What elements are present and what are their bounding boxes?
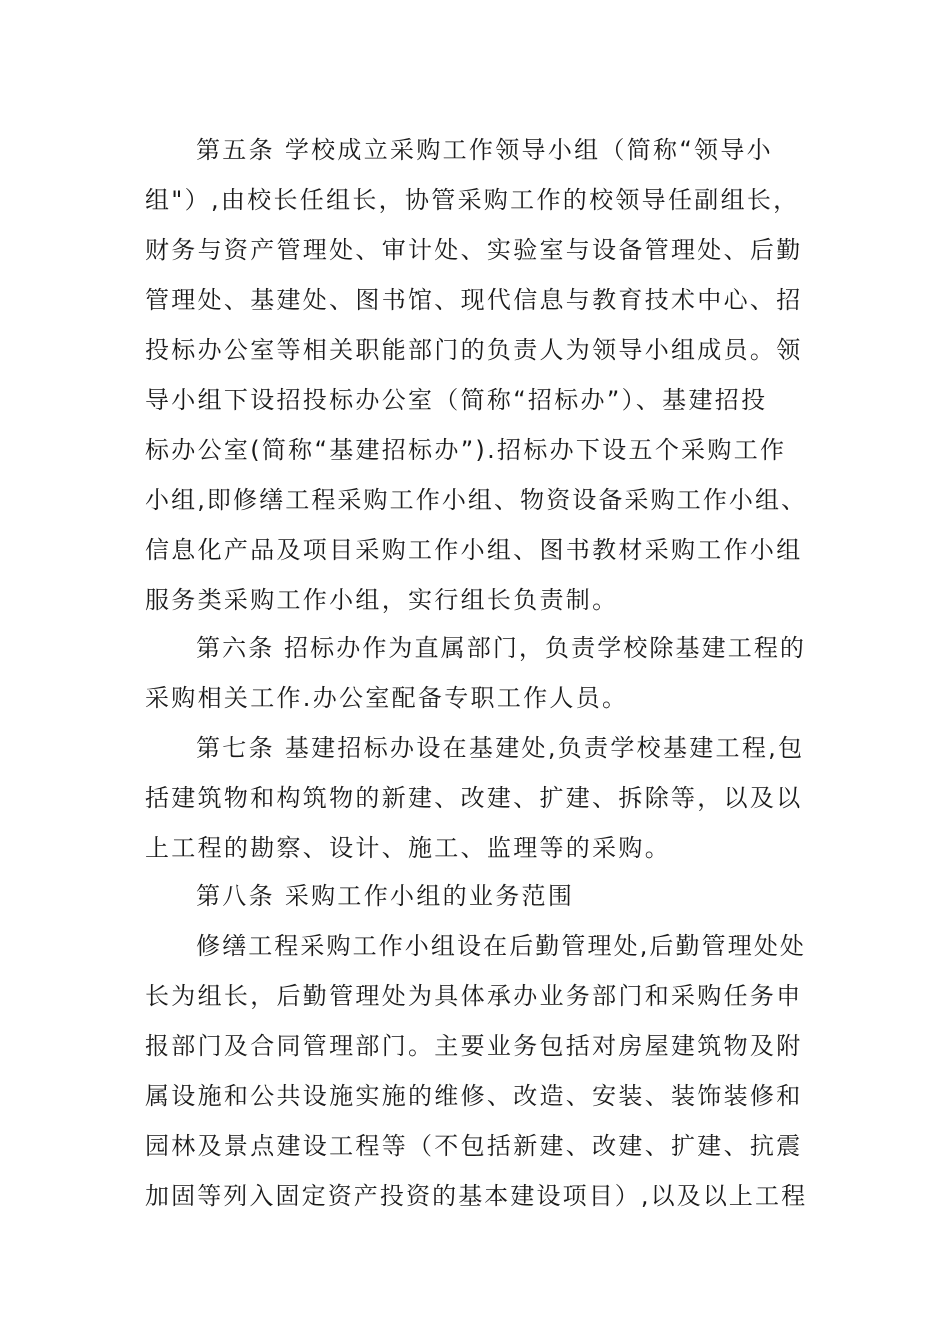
text-line: 管理处、基建处、图书馆、现代信息与教育技术中心、招 bbox=[145, 286, 803, 314]
text-line: 属设施和公共设施实施的维修、改造、安装、装饰装修和 bbox=[145, 1082, 803, 1110]
text-line: 报部门及合同管理部门。主要业务包括对房屋建筑物及附 bbox=[145, 1032, 803, 1060]
text-line: 修缮工程采购工作小组设在后勤管理处,后勤管理处处 bbox=[196, 932, 807, 960]
text-line: 第五条 学校成立采购工作领导小组（简称“领导小 bbox=[196, 136, 773, 164]
text-line: 长为组长，后勤管理处为具体承办业务部门和采购任务申 bbox=[145, 982, 803, 1010]
text-line: 加固等列入固定资产投资的基本建设项目）,以及以上工程 bbox=[145, 1182, 808, 1210]
text-line: 括建筑物和构筑物的新建、改建、扩建、拆除等，以及以 bbox=[145, 784, 803, 812]
text-line: 小组,即修缮工程采购工作小组、物资设备采购工作小组、 bbox=[145, 486, 808, 514]
text-line: 导小组下设招投标办公室（简称“招标办”）、基建招投 bbox=[145, 386, 768, 414]
text-line: 信息化产品及项目采购工作小组、图书教材采购工作小组 bbox=[145, 536, 803, 564]
text-line: 上工程的勘察、设计、施工、监理等的采购。 bbox=[145, 834, 671, 862]
text-line: 园林及景点建设工程等（不包括新建、改建、扩建、抗震 bbox=[145, 1132, 803, 1160]
text-line: 标办公室(简称“基建招标办”).招标办下设五个采购工作 bbox=[145, 436, 787, 464]
text-line: 采购相关工作.办公室配备专职工作人员。 bbox=[145, 684, 629, 712]
text-line: 第六条 招标办作为直属部门，负责学校除基建工程的 bbox=[196, 634, 807, 662]
text-line: 第八条 采购工作小组的业务范围 bbox=[196, 882, 575, 910]
text-line: 服务类采购工作小组，实行组长负责制。 bbox=[145, 586, 619, 614]
text-line: 组"）,由校长任组长，协管采购工作的校领导任副组长， bbox=[145, 186, 800, 214]
text-line: 财务与资产管理处、审计处、实验室与设备管理处、后勤 bbox=[145, 236, 803, 264]
text-line: 第七条 基建招标办设在基建处,负责学校基建工程,包 bbox=[196, 734, 805, 762]
text-line: 投标办公室等相关职能部门的负责人为领导小组成员。领 bbox=[145, 336, 803, 364]
